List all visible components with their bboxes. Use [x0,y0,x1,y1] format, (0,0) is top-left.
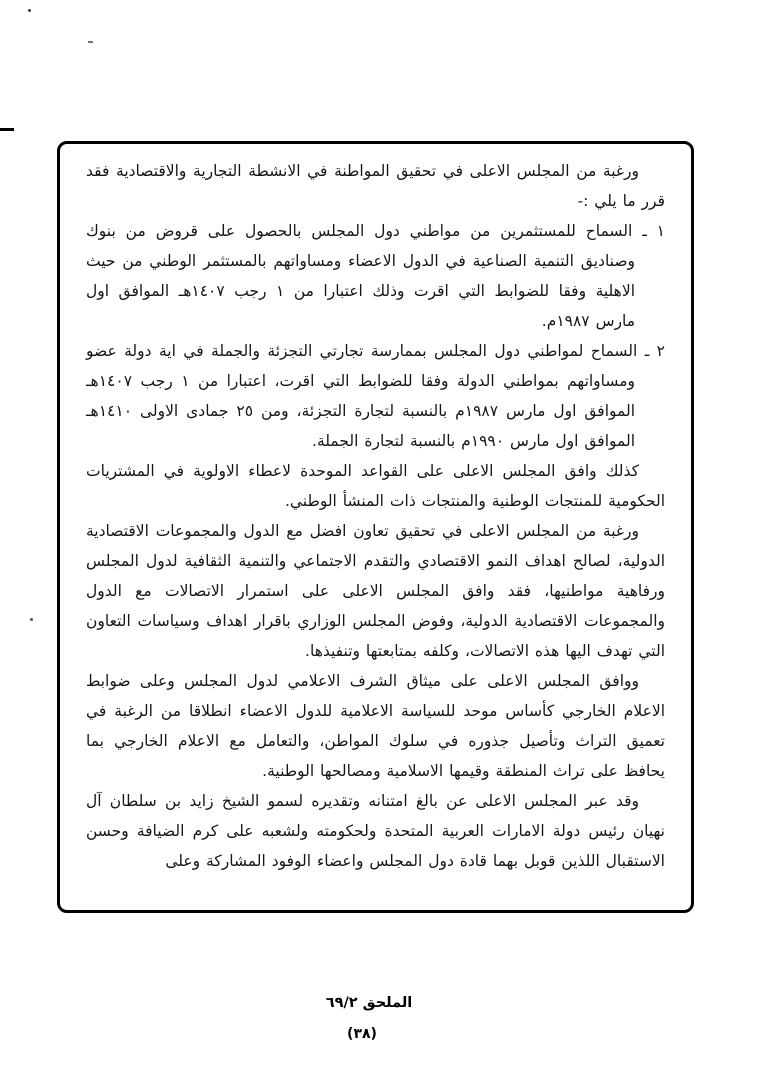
body-paragraph-media-charter: ووافق المجلس الاعلى على ميثاق الشرف الاعلامي لدول المجلس وعلى ضوابط الاعلام الخارجي كأساس موحد للسياسة الاعلامية للدول الاعضاء انطلاقا من الرغبة في تعميق التراث وتأصيل جذوره في سلوك المواطن، والتعامل مع الاعلام الخارجي بما يحافظ على تراث المنطقة وقيمها الاسلامية ومصالحها الوطنية. [86,672,665,780]
numbered-item-2-text: السماح لمواطني دول المجلس بممارسة تجارتي التجزئة والجملة في اية دولة عضو ومساواتهم بمواطني الدولة وفقا للضوابط التي اقرت، اعتبارا من ١ رجب ١٤٠٧هـ الموافق اول مارس ١٩٨٧م بالنسبة لتجارة التجزئة، ومن ٢٥ جمادى الاولى ١٤١٠هـ الموافق اول مارس ١٩٩٠م بالنسبة لتجارة الجملة. [86,342,638,450]
numbered-item-2-marker: ٢ ـ [644,342,665,360]
numbered-item-1 [86,216,665,336]
text-frame [57,141,694,913]
body-paragraph-cooperation: ورغبة من المجلس الاعلى في تحقيق تعاون افضل مع الدول والمجموعات الاقتصادية الدولية، لصالح اهداف النمو الاقتصادي والتقدم الاجتماعي والتنمية الثقافية لدول المجلس ورفاهية مواطنيها، فقد وافق المجلس الاعلى على استمرار الاتصالات مع الدول والمجموعات الاقتصادية الدولية، وفوض المجلس الوزاري باقرار اهداف وسياسات التعاون التي تهدف اليها هذه الاتصالات، وكلفه بمتابعتها وتنفيذها. [86,522,665,660]
numbered-item-1-marker: ١ ـ [642,222,665,240]
scan-artifact-dot [30,618,33,621]
numbered-item-1-text: السماح للمستثمرين من مواطني دول المجلس بالحصول على قروض من بنوك وصناديق التنمية الصناعية في الدول الاعضاء ومساواتهم بالمستثمر الوطني من حيث الاهلية وفقا للضوابط التي اقرت وذلك اعتبارا من ١ رجب ١٤٠٧هـ الموافق اول مارس ١٩٨٧م. [86,222,636,330]
intro-paragraph: ورغبة من المجلس الاعلى في تحقيق المواطنة في الانشطة التجارية والاقتصادية فقد قرر ما يلي :- [86,162,665,210]
page-number: (٣٨) [347,1026,377,1042]
scan-artifact-dot [28,9,31,12]
body-paragraph-procurement: كذلك وافق المجلس الاعلى على القواعد الموحدة لاعطاء الاولوية في المشتريات الحكومية للمنتجات الوطنية والمنتجات ذات المنشأ الوطني. [86,462,665,510]
scan-artifact-mark [88,41,93,43]
appendix-label: الملحق ٦٩/٢ [325,995,413,1011]
body-paragraph-gratitude: وقد عبر المجلس الاعلى عن بالغ امتنانه وتقديره لسمو الشيخ زايد بن سلطان آل نهيان رئيس دولة الامارات العربية المتحدة ولحكومته ولشعبه على كرم الضيافة وحسن الاستقبال اللذين قوبل بهما قادة دول المجلس واعضاء الوفود المشاركة وعلى [86,792,665,870]
scan-artifact-dash [0,128,14,131]
numbered-item-2 [86,336,665,456]
